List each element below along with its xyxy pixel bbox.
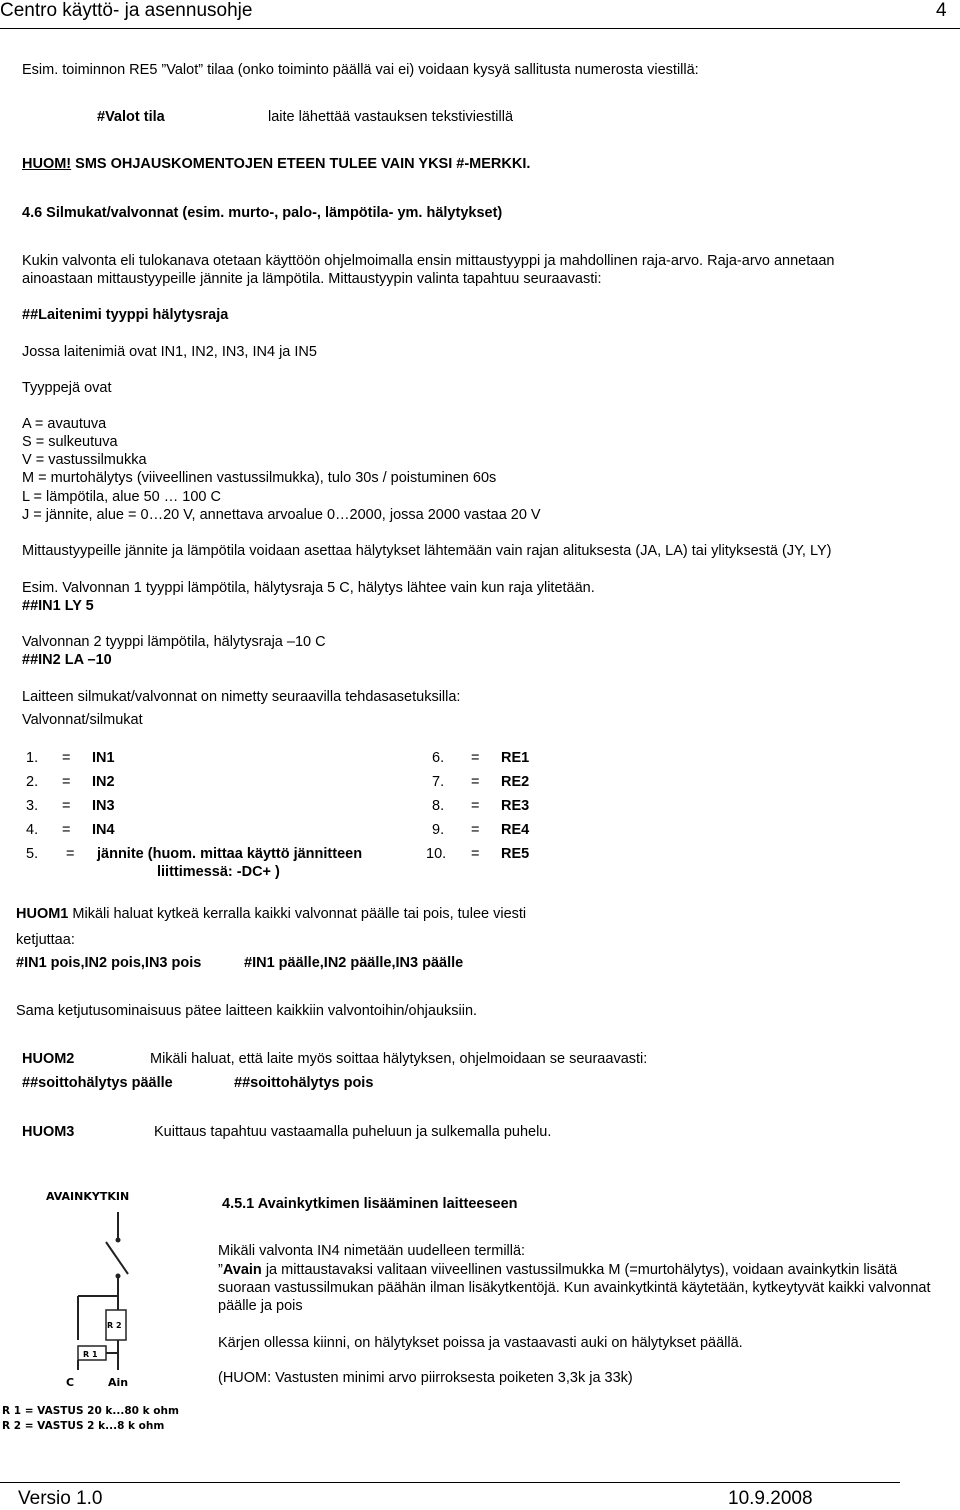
defaults-title: Valvonnat/silmukat xyxy=(22,712,143,728)
huom1-text-continued: ketjuttaa: xyxy=(16,932,75,948)
huom2-command-on: ##soittohälytys päälle xyxy=(22,1075,173,1091)
command-description: laite lähettää vastauksen tekstiviestillä xyxy=(268,109,514,125)
key-switch-diagram xyxy=(0,1170,212,1440)
terminal-ain-label: Ain xyxy=(108,1376,129,1389)
loop-2-eq: = xyxy=(62,774,71,790)
loop-7-eq: = xyxy=(471,774,480,790)
huom1-command-on: #IN1 päälle,IN2 päälle,IN3 päälle xyxy=(244,955,464,971)
huom2-text: Mikäli haluat, että laite myös soittaa hälytyksen, ohjelmoidaan se seuraavasti: xyxy=(150,1051,648,1067)
example-1-text: Esim. Valvonnan 1 tyyppi lämpötila, hälytysraja 5 C, hälytys lähtee vain kun raja ylitetään. xyxy=(22,580,595,596)
type-item-s: S = sulkeutuva xyxy=(22,434,118,450)
note-text: SMS OHJAUSKOMENTOJEN ETEEN TULEE VAIN YKSI #-MERKKI. xyxy=(75,156,531,172)
switch-contact-bottom xyxy=(116,1274,121,1279)
loop-7-name: RE2 xyxy=(501,774,530,790)
subsection-heading: 4.5.1 Avainkytkimen lisääminen laitteeseen xyxy=(222,1196,518,1212)
note-label: HUOM! xyxy=(22,156,72,172)
loop-5-number: 5. xyxy=(26,846,39,862)
section-paragraph-line-2: ainoastaan mittaustyypeille jännite ja lämpötila. Mittaustyypin valinta tapahtuu seuraavasti: xyxy=(22,271,602,287)
footer-date: 10.9.2008 xyxy=(728,1488,813,1509)
loop-8-name: RE3 xyxy=(501,798,530,814)
huom1-label: HUOM1 xyxy=(16,906,69,922)
subsection-paragraph-3: Kärjen ollessa kiinni, on hälytykset poissa ja vastaavasti auki on hälytykset päällä. xyxy=(218,1335,743,1351)
huom2-label: HUOM2 xyxy=(22,1051,75,1067)
switch-lever xyxy=(106,1242,128,1274)
loop-4-eq: = xyxy=(62,822,71,838)
subsection-paragraph-4: (HUOM: Vastusten minimi arvo piirroksesta poiketen 3,3k ja 33k) xyxy=(218,1370,633,1386)
subsection-paragraph-2-text: ja mittaustavaksi valitaan viiveellinen vastussilmukka M (=murtohälytys), voidaan avainkytkin lisätä suoraan vastussilmukan päähän ilman lisäkytkentöjä. Kun avainkytkintä käytetään, kytkeytyvät kaikki valvonnat päälle ja pois xyxy=(218,1262,931,1314)
loop-2-name: IN2 xyxy=(92,774,115,790)
diagram-legend-r2: R 2 = VASTUS 2 k...8 k ohm xyxy=(2,1420,165,1432)
loop-3-name: IN3 xyxy=(92,798,115,814)
page-number: 4 xyxy=(936,0,947,21)
loop-3-eq: = xyxy=(62,798,71,814)
r2-label: R 2 xyxy=(107,1321,122,1330)
loop-10-name: RE5 xyxy=(501,846,530,862)
loop-7-number: 7. xyxy=(432,774,445,790)
device-names: Jossa laitenimiä ovat IN1, IN2, IN3, IN4 ja IN5 xyxy=(22,344,317,360)
syntax-line: ##Laitenimi tyyppi hälytysraja xyxy=(22,307,229,323)
huom1-command-off: #IN1 pois,IN2 pois,IN3 pois xyxy=(16,955,202,971)
loop-8-number: 8. xyxy=(432,798,445,814)
chaining-note: Sama ketjutusominaisuus pätee laitteen kaikkiin valvontoihin/ohjauksiin. xyxy=(16,1003,478,1019)
loop-1-number: 1. xyxy=(26,750,39,766)
loop-10-number: 10. xyxy=(426,846,447,862)
loop-1-name: IN1 xyxy=(92,750,115,766)
page-header-title: Centro käyttö- ja asennusohje xyxy=(0,0,253,21)
loop-5-eq: = xyxy=(66,846,75,862)
diagram-title: AVAINKYTKIN xyxy=(46,1190,130,1203)
loop-6-number: 6. xyxy=(432,750,445,766)
loop-1-eq: = xyxy=(62,750,71,766)
loop-9-eq: = xyxy=(471,822,480,838)
avain-quote: ” xyxy=(218,1262,223,1278)
loop-6-eq: = xyxy=(471,750,480,766)
loop-3-number: 3. xyxy=(26,798,39,814)
loop-5-name-continued: liittimessä: -DC+ ) xyxy=(157,864,280,880)
section-heading: 4.6 Silmukat/valvonnat (esim. murto-, palo-, lämpötila- ym. hälytykset) xyxy=(22,205,503,221)
note-line xyxy=(22,156,530,172)
loop-4-number: 4. xyxy=(26,822,39,838)
switch-contact-top xyxy=(116,1238,121,1243)
footer-divider xyxy=(0,1482,900,1483)
type-item-l: L = lämpötila, alue 50 … 100 C xyxy=(22,489,221,505)
type-item-v: V = vastussilmukka xyxy=(22,452,147,468)
loop-10-eq: = xyxy=(471,846,480,862)
footer-version: Versio 1.0 xyxy=(18,1488,103,1509)
huom3-label: HUOM3 xyxy=(22,1124,75,1140)
type-item-j: J = jännite, alue = 0…20 V, annettava arvoalue 0…2000, jossa 2000 vastaa 20 V xyxy=(22,507,541,523)
header-divider xyxy=(0,28,960,29)
defaults-text: Laitteen silmukat/valvonnat on nimetty seuraavilla tehdasasetuksilla: xyxy=(22,689,461,705)
loop-6-name: RE1 xyxy=(501,750,530,766)
loop-2-number: 2. xyxy=(26,774,39,790)
diagram-legend-r1: R 1 = VASTUS 20 k...80 k ohm xyxy=(2,1405,179,1417)
huom1-line xyxy=(16,906,526,922)
loop-9-name: RE4 xyxy=(501,822,530,838)
avain-term: Avain xyxy=(222,1262,262,1278)
huom3-text: Kuittaus tapahtuu vastaamalla puheluun ja sulkemalla puhelu. xyxy=(154,1124,552,1140)
loop-8-eq: = xyxy=(471,798,480,814)
example-1-command: ##IN1 LY 5 xyxy=(22,598,94,614)
subsection-paragraph-1: Mikäli valvonta IN4 nimetään uudelleen termillä: xyxy=(218,1243,526,1259)
command-example: #Valot tila xyxy=(97,109,165,125)
loop-4-name: IN4 xyxy=(92,822,115,838)
subsection-paragraph-2 xyxy=(218,1261,938,1315)
huom1-text: Mikäli haluat kytkeä kerralla kaikki valvonnat päälle tai pois, tulee viesti xyxy=(72,906,527,922)
section-paragraph-line-1: Kukin valvonta eli tulokanava otetaan käyttöön ohjelmoimalla ensin mittaustyyppi ja mahdollinen raja-arvo. Raja-arvo annetaan xyxy=(22,253,835,269)
loop-5-name: jännite (huom. mittaa käyttö jännitteen xyxy=(97,846,363,862)
huom2-command-off: ##soittohälytys pois xyxy=(234,1075,374,1091)
loop-9-number: 9. xyxy=(432,822,445,838)
example-2-text: Valvonnan 2 tyyppi lämpötila, hälytysraja –10 C xyxy=(22,634,326,650)
example-2-command: ##IN2 LA –10 xyxy=(22,652,112,668)
terminal-c-label: C xyxy=(66,1376,75,1389)
types-title: Tyyppejä ovat xyxy=(22,380,112,396)
example-text: Esim. toiminnon RE5 ”Valot” tilaa (onko toiminto päällä vai ei) voidaan kysyä sallitusta numerosta viestillä: xyxy=(22,62,699,78)
type-item-a: A = avautuva xyxy=(22,416,107,432)
r1-label: R 1 xyxy=(83,1350,98,1359)
limits-text: Mittaustyypeille jännite ja lämpötila voidaan asettaa hälytykset lähtemään vain rajan alituksesta (JA, LA) tai ylityksestä (JY, LY) xyxy=(22,543,832,559)
type-item-m: M = murtohälytys (viiveellinen vastussilmukka), tulo 30s / poistuminen 60s xyxy=(22,470,497,486)
